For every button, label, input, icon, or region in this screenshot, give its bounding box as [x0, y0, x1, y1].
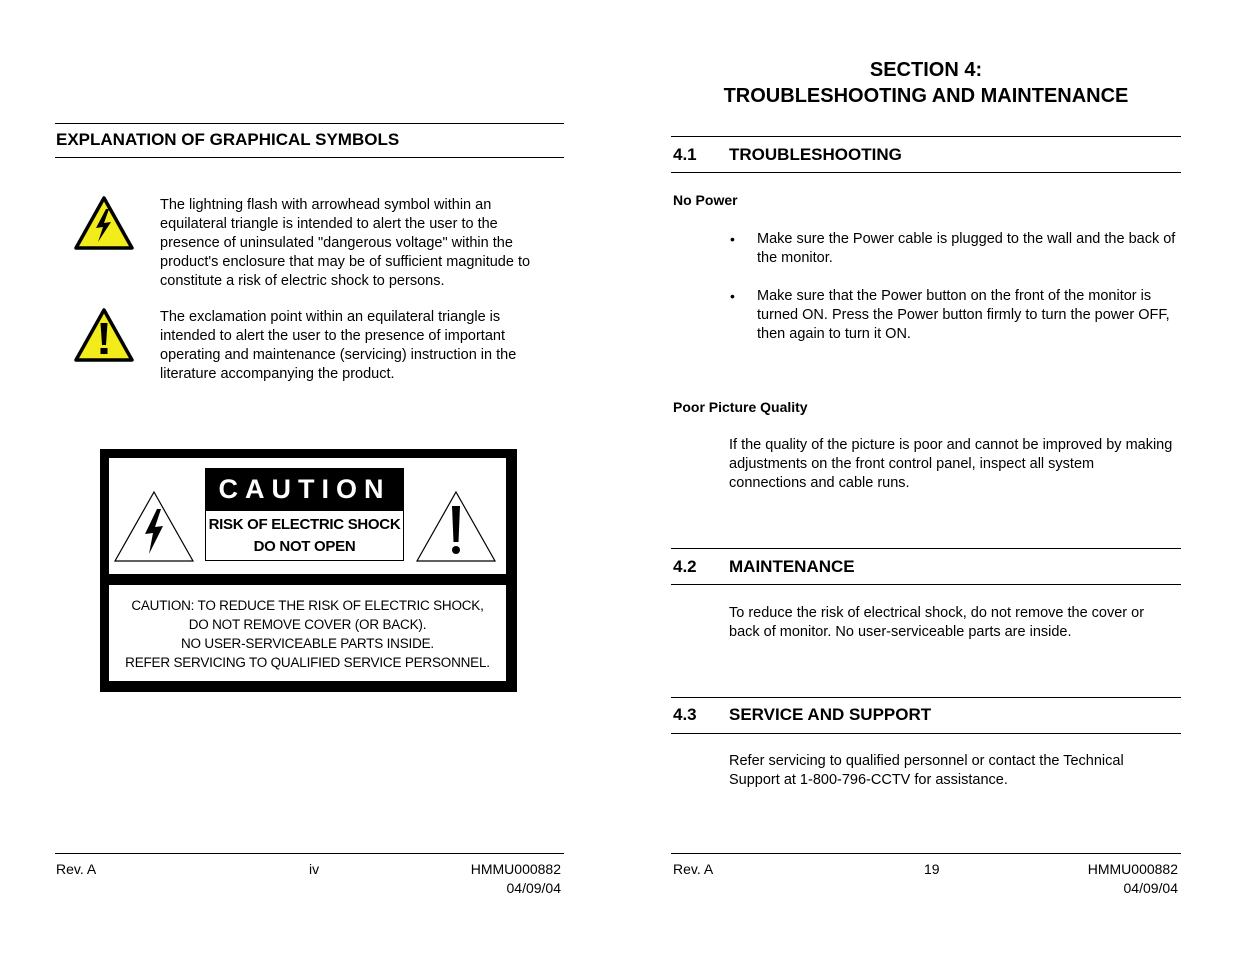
- section-title-line1: SECTION 4:: [869, 59, 983, 81]
- caution-subtitle-line2: DO NOT OPEN: [253, 538, 356, 555]
- left-footer-date: 04/09/04: [506, 880, 561, 896]
- service-support-text: Refer servicing to qualified personnel or contact the Technical Support at 1-800-796-CCTV for assistance.: [729, 753, 1124, 788]
- s42-number: 4.2: [673, 557, 697, 576]
- no-power-subheading: No Power: [673, 192, 738, 208]
- s43-top-rule: [671, 697, 1181, 698]
- section-title-line2: TROUBLESHOOTING AND MAINTENANCE: [723, 85, 1129, 107]
- left-footer-rule: [55, 853, 564, 854]
- graphical-symbols-heading: EXPLANATION OF GRAPHICAL SYMBOLS: [56, 130, 400, 149]
- right-footer-rev: Rev. A: [673, 861, 714, 877]
- heading-top-rule: [55, 123, 564, 124]
- s42-bottom-rule: [671, 584, 1181, 585]
- caution-warning-line: REFER SERVICING TO QUALIFIED SERVICE PERSONNEL.: [125, 655, 490, 670]
- right-footer-date: 04/09/04: [1123, 880, 1178, 896]
- s41-title: TROUBLESHOOTING: [729, 145, 902, 164]
- s42-title: MAINTENANCE: [729, 557, 855, 576]
- exclamation-warning-icon: [74, 308, 134, 362]
- maintenance-text: To reduce the risk of electrical shock, do not remove the cover or back of monitor. No user-serviceable parts are inside.: [729, 605, 1145, 640]
- s41-bottom-rule: [671, 172, 1181, 173]
- caution-label: [100, 449, 517, 692]
- bullet-marker: •: [730, 288, 735, 304]
- caution-warning-text: [109, 596, 506, 672]
- exclamation-outline-icon: [415, 490, 497, 564]
- caution-label-top-panel: [109, 458, 506, 574]
- no-power-bullet-2: Make sure that the Power button on the front of the monitor is turned ON. Press the Power button firmly to turn the power OFF, then again to turn it ON.: [757, 288, 1170, 342]
- lightning-warning-icon: [74, 196, 134, 250]
- caution-label-bottom-panel: [109, 585, 506, 681]
- left-footer-rev: Rev. A: [56, 861, 97, 877]
- caution-warning-line: NO USER-SERVICEABLE PARTS INSIDE.: [181, 636, 434, 651]
- lightning-symbol-description: The lightning flash with arrowhead symbol within an equilateral triangle is intended to alert the user to the presence of uninsulated "dangerous voltage" within the product's enclosure that may be of sufficient magnitude to constitute a risk of electric shock to persons.: [160, 197, 531, 289]
- caution-warning-line: DO NOT REMOVE COVER (OR BACK).: [188, 617, 427, 632]
- left-footer-doc-number: HMMU000882: [470, 861, 561, 877]
- poor-picture-subheading: Poor Picture Quality: [673, 399, 808, 415]
- heading-bottom-rule: [55, 157, 564, 158]
- bullet-marker: •: [730, 231, 735, 247]
- no-power-bullet-1: Make sure the Power cable is plugged to the wall and the back of the monitor.: [757, 231, 1176, 266]
- exclamation-symbol-description: The exclamation point within an equilateral triangle is intended to alert the user to the presence of important operating and maintenance (servicing) instruction in the literature accompanying the product.: [160, 309, 517, 382]
- s41-top-rule: [671, 136, 1181, 137]
- caution-word: CAUTION: [205, 468, 404, 510]
- right-footer-rule: [671, 853, 1181, 854]
- lightning-outline-icon: [113, 490, 195, 564]
- right-footer-page-number: 19: [924, 861, 940, 877]
- s41-number: 4.1: [673, 145, 697, 164]
- poor-picture-text: If the quality of the picture is poor and cannot be improved by making adjustments on the front control panel, inspect all system connections and cable runs.: [729, 437, 1173, 491]
- left-footer-page-number: iv: [309, 861, 320, 877]
- s43-number: 4.3: [673, 705, 697, 724]
- caution-warning-line: CAUTION: TO REDUCE THE RISK OF ELECTRIC SHOCK,: [131, 598, 484, 613]
- s43-title: SERVICE AND SUPPORT: [729, 705, 932, 724]
- s43-bottom-rule: [671, 733, 1181, 734]
- right-footer-doc-number: HMMU000882: [1087, 861, 1178, 877]
- caution-subtitle-line1: RISK OF ELECTRIC SHOCK: [208, 516, 401, 533]
- caution-subtitle: [205, 510, 404, 561]
- s42-top-rule: [671, 548, 1181, 549]
